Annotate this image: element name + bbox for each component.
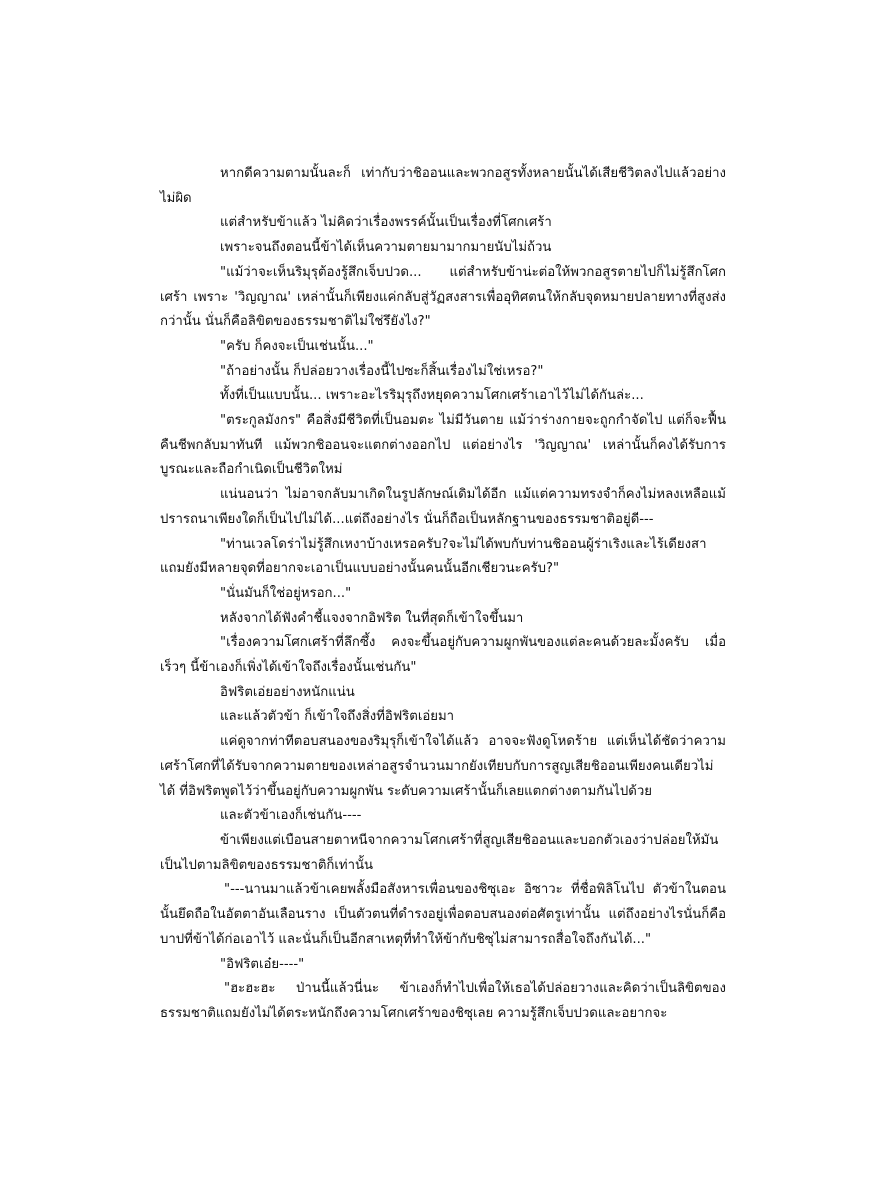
paragraph: ข้าเพียงแต่เบือนสายตาหนีจากความโศกเศร้าที่สูญเสียชิออนและบอกตัวเองว่าปล่อยให้มันเป็นไปตามลิขิตของธรรมชาติก็เท่านั้น	[160, 832, 719, 873]
paragraph: แต่สำหรับข้าแล้ว ไม่คิดว่าเรื่องพรรค์นั้นเป็นเรื่องที่โศกเศร้า	[220, 215, 552, 231]
paragraph: "อิฟริตเอ๋ย----"	[220, 956, 305, 972]
paragraph: "ตระกูลมังกร" คือสิ่งมีชีวิตที่เป็นอมตะ ไม่มีวันตาย แม้ว่าร่างกายจะถูกกำจัดไป แต่ก็จะฟื้นคืนชีพกลับมาทันที แม้พวกชิออนจะแตกต่างออกไป แต่อย่างไร 'วิญญาณ' เหล่านั้นก็คงได้รับการบูรณะและถือกำเนิดเป็นชีวิตใหม่	[160, 413, 726, 478]
paragraph: ทั้งที่เป็นแบบนั้น... เพราะอะไรริมุรุถึงหยุดความโศกเศร้าเอาไว้ไม่ได้กันล่ะ...	[220, 388, 644, 404]
paragraph: แค่ดูจากท่าทีตอบสนองของริมุรุก็เข้าใจได้แล้ว อาจจะฟังดูโหดร้าย แต่เห็นได้ชัดว่าความเศร้าโศกที่ได้รับจากความตายของเหล่าอสูรจำนวนมากยังเทียบกับการสูญเสียชิออนเพียงคนเดียวไม่ได้ ที่อิฟริตพูดไว้ว่าขึ้นอยู่กับความผูกพัน ระดับความเศร้านั้นก็เลยแตกต่างตามกันไปด้วย	[160, 734, 726, 799]
paragraph: "ท่านเวลโดร่าไม่รู้สึกเหงาบ้างเหรอครับ?จะไม่ได้พบกับท่านชิออนผู้ร่าเริงและไร้เดียงสาแถมยังมีหลายจุดที่อยากจะเอาเป็นแบบอย่างนั้นคนนั้นอีกเชียวนะครับ?"	[160, 536, 707, 577]
paragraph: แน่นอนว่า ไม่อาจกลับมาเกิดในรูปลักษณ์เดิมได้อีก แม้แต่ความทรงจำก็คงไม่หลงเหลือแม้ปรารถนาเพียงใดก็เป็นไปไม่ได้...แต่ถึงอย่างไร นั่นก็ถือเป็นหลักฐานของธรรมชาติอยู่ดี---	[160, 487, 726, 527]
paragraph: "แม้ว่าจะเห็นริมุรุต้องรู้สึกเจ็บปวด... แต่สำหรับข้าน่ะต่อให้พวกอสูรตายไปก็ไม่รู้สึกโศกเศร้า เพราะ 'วิญญาณ' เหล่านั้นก็เพียงแค่กลับสู่วัฏสงสารเพื่ออุทิศตนให้กลับจุดหมายปลายทางที่สูงส่งกว่านั้น นั่นก็คือลิขิตของธรรมชาติไม่ใช่รึยังไง?"	[160, 264, 726, 330]
document-body	[160, 162, 726, 1027]
paragraph: เพราะจนถึงตอนนี้ข้าได้เห็นความตายมามากมายนับไม่ถ้วน	[220, 240, 552, 256]
paragraph: และแล้วตัวข้า ก็เข้าใจถึงสิ่งที่อิฟริตเอ่ยมา	[220, 709, 455, 725]
paragraph: "ฮะฮะฮะ ป่านนี้แล้วนี่นะ ข้าเองก็ทำไปเพื่อให้เธอได้ปล่อยวางและคิดว่าเป็นลิขิตของธรรมชาติแถมยังไม่ได้ตระหนักถึงความโศกเศร้าของชิซุเลย ความรู้สึกเจ็บปวดและอยากจะ	[160, 981, 726, 1021]
paragraph: "ถ้าอย่างนั้น ก็ปล่อยวางเรื่องนี้ไปซะก็สิ้นเรื่องไม่ใช่เหรอ?"	[220, 363, 544, 379]
paragraph: หากดีความตามนั้นละก็ เท่ากับว่าชิออนและพวกอสูรทั้งหลายนั้นได้เสียชีวิตลงไปแล้วอย่างไม่ผิด	[160, 166, 726, 206]
paragraph: "เรื่องความโศกเศร้าที่ลึกซึ้ง คงจะขึ้นอยู่กับความผูกพันของแต่ละคนด้วยละมั้งครับ เมื่อเร็วๆ นี้ข้าเองก็เพิ่งได้เข้าใจถึงเรื่องนั้นเช่นกัน"	[160, 635, 726, 676]
paragraph: หลังจากได้ฟังคำชี้แจงจากอิฟริต ในที่สุดก็เข้าใจขึ้นมา	[220, 610, 524, 626]
paragraph: อิฟริตเอ่ยอย่างหนักแน่น	[220, 684, 355, 700]
paragraph: "---นานมาแล้วข้าเคยพลั้งมือสังหารเพื่อนของชิซุเอะ อิซาวะ ที่ชื่อพิลิโนไป ตัวข้าในตอนนั้นยึดถือในอัตตาอันเลือนราง เป็นตัวตนที่ดำรงอยู่เพื่อตอบสนองต่อศัตรูเท่านั้น แต่ถึงอย่างไรนั่นก็คือบาปที่ข้าได้ก่อเอาไว้ และนั่นก็เป็นอีกสาเหตุที่ทำให้ข้ากับชิซุไม่สามารถสื่อใจถึงกันได้..."	[160, 882, 726, 947]
paragraph: "นั่นมันก็ใช่อยู่หรอก..."	[220, 585, 352, 601]
paragraph: "ครับ ก็คงจะเป็นเช่นนั้น..."	[220, 338, 374, 354]
paragraph: และตัวข้าเองก็เช่นกัน----	[220, 808, 362, 824]
